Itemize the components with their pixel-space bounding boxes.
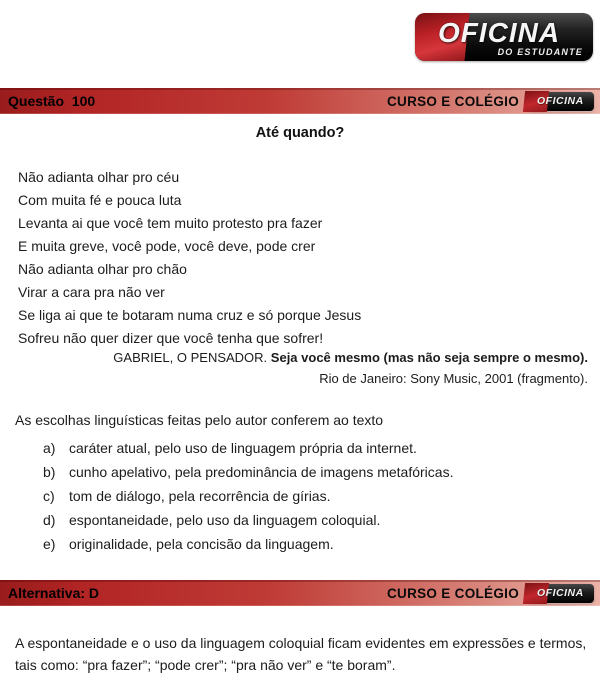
poem-line: Virar a cara pra não ver bbox=[18, 284, 165, 300]
question-banner bbox=[0, 88, 600, 114]
options-list bbox=[0, 436, 590, 556]
poem-line: Não adianta olhar pro céu bbox=[18, 169, 180, 185]
citation-publisher: Rio de Janeiro: Sony Music, 2001 (fragmento). bbox=[319, 371, 588, 386]
poem-line: Com muita fé e pouca luta bbox=[18, 192, 182, 208]
answer-label: Alternativa: D bbox=[8, 585, 100, 601]
logo-brand-text: OFICINA bbox=[438, 17, 561, 48]
poem-line: Não adianta olhar pro chão bbox=[18, 261, 187, 277]
option-letter: d) bbox=[43, 512, 56, 528]
citation-line bbox=[15, 350, 588, 365]
citation-work-title: Seja você mesmo (mas não seja sempre o mesmo). bbox=[270, 350, 588, 365]
logo-brand-text: OFICINA bbox=[537, 586, 584, 599]
logo-tagline-text: DO ESTUDANTE bbox=[497, 47, 583, 57]
course-label: CURSO E COLÉGIO bbox=[386, 93, 519, 109]
question-banner-right bbox=[387, 92, 594, 111]
option-a bbox=[0, 436, 590, 460]
option-letter: c) bbox=[43, 488, 55, 504]
answer-explanation bbox=[15, 632, 590, 676]
option-text: tom de diálogo, pela recorrência de gírias. bbox=[69, 488, 331, 504]
answer-banner-right bbox=[387, 584, 594, 603]
poem-line: Levanta ai que você tem muito protesto pra fazer bbox=[18, 215, 323, 231]
poem-line: Se liga ai que te botaram numa cruz e só porque Jesus bbox=[18, 307, 362, 323]
oficina-logo bbox=[415, 13, 593, 61]
text-title: Até quando? bbox=[255, 125, 345, 141]
option-e bbox=[0, 532, 590, 556]
option-b bbox=[0, 460, 590, 484]
option-d bbox=[0, 508, 590, 532]
question-number-label: Questão 100 bbox=[8, 93, 96, 109]
course-label: CURSO E COLÉGIO bbox=[386, 585, 519, 601]
option-letter: b) bbox=[43, 464, 56, 480]
option-text: cunho apelativo, pela predominância de imagens metafóricas. bbox=[69, 464, 454, 480]
explanation-line: tais como: “pra fazer”; “pode crer”; “pra não ver” e “te boram”. bbox=[15, 657, 396, 673]
explanation-line: A espontaneidade e o uso da linguagem coloquial ficam evidentes em expressões e termos, bbox=[15, 635, 587, 651]
question-stem: As escolhas linguísticas feitas pelo autor conferem ao texto bbox=[15, 412, 384, 428]
poem-line: E muita greve, você pode, você deve, pode crer bbox=[18, 238, 316, 254]
option-letter: e) bbox=[43, 536, 56, 552]
option-text: originalidade, pela concisão da linguagem. bbox=[69, 536, 334, 552]
logo-brand-text: OFICINA bbox=[537, 94, 584, 107]
oficina-logo-small bbox=[528, 92, 594, 111]
citation-author: GABRIEL, O PENSADOR. bbox=[113, 350, 271, 365]
option-text: espontaneidade, pelo uso da linguagem coloquial. bbox=[69, 512, 381, 528]
answer-banner bbox=[0, 580, 600, 606]
poem-line: Sofreu não quer dizer que você tenha que sofrer! bbox=[18, 330, 324, 346]
poem-block bbox=[18, 166, 588, 350]
option-letter: a) bbox=[43, 440, 56, 456]
option-text: caráter atual, pelo uso de linguagem própria da internet. bbox=[69, 440, 417, 456]
option-c bbox=[0, 484, 590, 508]
oficina-logo-small bbox=[528, 584, 594, 603]
